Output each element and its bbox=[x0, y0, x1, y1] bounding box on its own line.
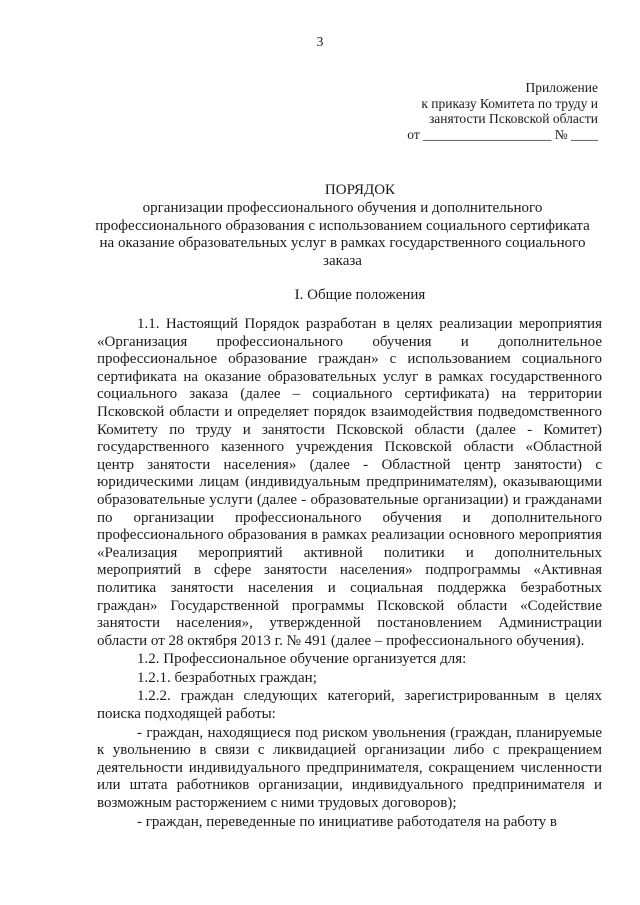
document-body bbox=[97, 316, 602, 831]
list-item-dash: - граждан, переведенные по инициативе работодателя на работу в bbox=[137, 813, 558, 830]
paragraph-1-2-2: 1.2.2. граждан следующих категорий, зарегистрированным в целях поиска подходящей работы: bbox=[97, 688, 602, 723]
section-heading: I. Общие положения bbox=[294, 287, 426, 303]
appendix-line: занятости Псковской области bbox=[428, 111, 598, 126]
document-title: ПОРЯДОК bbox=[324, 182, 396, 198]
list-item-dash: - граждан, находящиеся под риском увольнения (граждан, планируемые к увольнению в связи с ликвидацией организации либо с прекращением деятельности индивидуального предпринимателя, сокращением численности или штата работников организации, индивидуального предпринимателя и возможным расторжением с ними трудовых договоров); bbox=[97, 724, 602, 812]
appendix-block bbox=[368, 80, 598, 142]
document-subtitle: организации профессионального обучения и дополнительного профессионального образования с использованием социального сертификата на оказание образовательных услуг в рамках государственного социального заказа bbox=[95, 200, 590, 269]
appendix-line: Приложение bbox=[525, 80, 598, 95]
paragraph-1-1: 1.1. Настоящий Порядок разработан в целях реализации мероприятия «Организация профессионального обучения и дополнительное профессиональное образование граждан» с использованием социального сертификата на оказание образовательных услуг в рамках государственного социального заказа (далее – социального сертификата) на территории Псковской области и определяет порядок взаимодействия подведомственного Комитету по труду и занятости Псковской области (далее - Комитет) государственного казенного учреждения Псковской области «Областной центр занятости населения» (далее - Областной центр занятости) с юридическими лицам (индивидуальным предпринимателям), оказывающими образовательные услуги (далее - образовательные организации) и гражданами по организации профессионального обучения и дополнительного профессионального образования в рамках реализации основного мероприятия «Реализация мероприятий активной политики и дополнительных мероприятий в сфере занятости населения» подпрограммы «Активная политика занятости населения и социальная поддержка безработных граждан» Государственной программы Псковской области «Содействие занятости населения», утвержденной постановлением Администрации области от 28 октября 2013 г. № 491 (далее – профессионального обучения). bbox=[97, 316, 602, 649]
paragraph-1-2: 1.2. Профессиональное обучение организуется для: bbox=[137, 651, 467, 668]
appendix-date-number-line: от ___________________ № ____ bbox=[407, 126, 598, 142]
appendix-line: к приказу Комитета по труду и bbox=[421, 95, 598, 111]
paragraph-1-2-1: 1.2.1. безработных граждан; bbox=[137, 669, 317, 686]
page-number: 3 bbox=[316, 34, 324, 49]
